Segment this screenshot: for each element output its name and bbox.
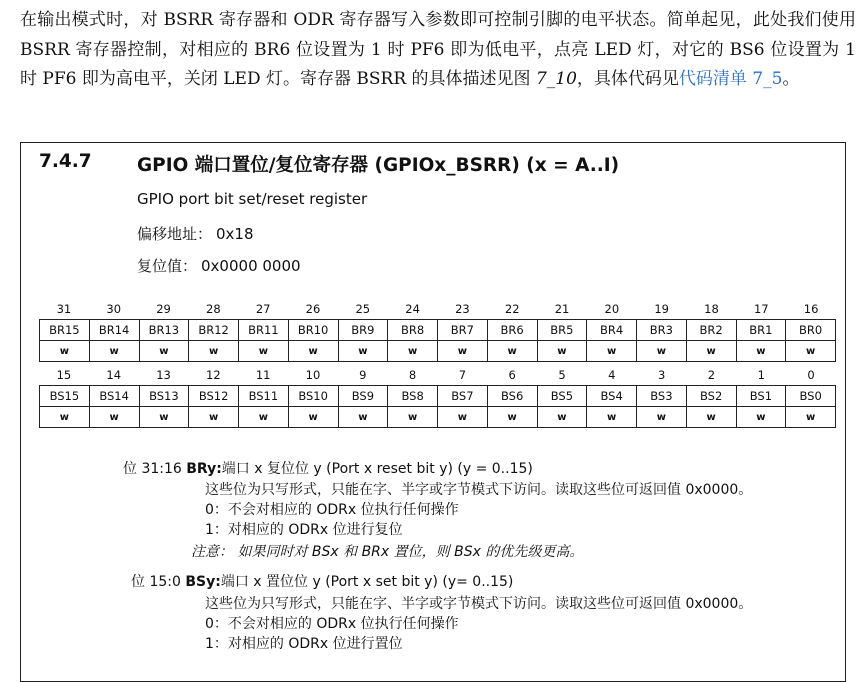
access-type-cell: w — [438, 341, 488, 362]
set-bit-field: BS15 — [40, 386, 90, 407]
access-type-cell: w — [487, 407, 537, 428]
intro-text-end: 。 — [782, 69, 800, 89]
register-subtitle: GPIO port bit set/reset register — [137, 190, 368, 208]
access-type-cell: w — [89, 341, 139, 362]
bit-number: 0 — [807, 368, 815, 382]
bit-number: 14 — [106, 368, 122, 382]
set-bit-field: BS2 — [686, 386, 736, 407]
bit-number: 4 — [608, 368, 616, 382]
bs-summary: 端口 x 置位位 y (Port x set bit y) (y= 0..15) — [220, 574, 514, 590]
bit-number: 7 — [458, 368, 467, 382]
set-bit-field: BS3 — [637, 386, 687, 407]
bs-description-header — [131, 572, 513, 592]
access-type-cell: w — [40, 407, 90, 428]
bit-number: 24 — [405, 302, 420, 316]
set-bit-field: BS0 — [786, 386, 836, 407]
set-bit-field: BS5 — [537, 386, 587, 407]
bit-number: 27 — [255, 302, 271, 316]
bit-number: 11 — [255, 368, 271, 382]
access-type-cell: w — [239, 407, 289, 428]
bit-number: 31 — [56, 302, 72, 316]
bit-number: 28 — [206, 302, 221, 316]
intro-text-mid: ，具体代码见 — [576, 69, 679, 89]
access-type-cell: w — [587, 341, 637, 362]
reset-bit-field: BR6 — [487, 320, 537, 341]
register-description-box — [20, 142, 846, 682]
reset-bit-field: BR1 — [736, 320, 786, 341]
bit-number: 30 — [106, 302, 122, 316]
reset-bit-field: BR3 — [637, 320, 687, 341]
access-type-cell: w — [388, 407, 438, 428]
reset-value-text: 0x0000 0000 — [201, 257, 301, 275]
br-description-header — [123, 459, 533, 479]
bit-number: 20 — [604, 302, 620, 316]
reset-bit-field: BR13 — [139, 320, 189, 341]
reset-label: 复位值： — [137, 257, 198, 275]
reset-bit-field: BR15 — [40, 320, 90, 341]
lower-access-row — [40, 407, 836, 428]
bit-number: 23 — [455, 302, 470, 316]
br-description-line3: 1：对相应的 ODRx 位进行复位 — [205, 522, 403, 538]
access-type-cell: w — [637, 341, 687, 362]
bit-number: 5 — [558, 368, 566, 382]
offset-value: 0x18 — [216, 225, 254, 243]
set-bit-field: BS11 — [239, 386, 289, 407]
set-bit-field: BS10 — [288, 386, 338, 407]
upper-bit-table — [39, 319, 836, 362]
access-type-cell: w — [239, 341, 289, 362]
bit-number: 19 — [654, 302, 669, 316]
access-type-cell: w — [189, 407, 239, 428]
bit-number: 13 — [156, 368, 171, 382]
reset-bit-field: BR9 — [338, 320, 388, 341]
access-type-cell: w — [139, 341, 189, 362]
access-type-cell: w — [786, 341, 836, 362]
bit-number: 10 — [305, 368, 321, 382]
access-type-cell: w — [587, 407, 637, 428]
lower-field-row — [40, 386, 836, 407]
bs-description-line2: 0：不会对相应的 ODRx 位执行任何操作 — [205, 616, 459, 632]
figure-reference: 7_10 — [535, 69, 577, 89]
code-listing-link[interactable]: 代码清单 7_5 — [678, 69, 783, 89]
bit-number: 18 — [704, 302, 719, 316]
access-type-cell: w — [537, 407, 587, 428]
reset-bit-field: BR8 — [388, 320, 438, 341]
access-type-cell: w — [288, 341, 338, 362]
access-type-cell: w — [736, 341, 786, 362]
bit-number: 6 — [508, 368, 516, 382]
access-type-cell: w — [487, 341, 537, 362]
reset-bit-field: BR10 — [288, 320, 338, 341]
access-type-cell: w — [388, 341, 438, 362]
set-bit-field: BS8 — [388, 386, 438, 407]
reset-value — [137, 255, 301, 276]
set-bit-field: BS14 — [89, 386, 139, 407]
access-type-cell: w — [637, 407, 687, 428]
bs-description-line1: 这些位为只写形式，只能在字、半字或字节模式下访问。读取这些位可返回值 0x0000。 — [205, 596, 753, 612]
reset-bit-field: BR7 — [438, 320, 488, 341]
access-type-cell: w — [139, 407, 189, 428]
br-name: BRy: — [186, 461, 222, 477]
intro-paragraph — [20, 6, 856, 95]
set-bit-field: BS12 — [189, 386, 239, 407]
lower-bit-table — [39, 385, 836, 428]
bit-number: 29 — [156, 302, 171, 316]
set-bit-field: BS13 — [139, 386, 189, 407]
upper-bit-numbers — [39, 299, 836, 319]
access-type-cell: w — [786, 407, 836, 428]
reset-bit-field: BR12 — [189, 320, 239, 341]
access-type-cell: w — [736, 407, 786, 428]
set-bit-field: BS9 — [338, 386, 388, 407]
bs-bits: 位 15:0 — [131, 574, 181, 590]
set-bit-field: BS1 — [736, 386, 786, 407]
bit-number: 1 — [757, 368, 765, 382]
register-title: GPIO 端口置位/复位寄存器 (GPIOx_BSRR) (x = A..I) — [137, 155, 620, 176]
access-type-cell: w — [189, 341, 239, 362]
bit-number: 15 — [56, 368, 72, 382]
reset-bit-field: BR14 — [89, 320, 139, 341]
bit-number: 9 — [359, 368, 367, 382]
access-type-cell: w — [338, 407, 388, 428]
upper-field-row — [40, 320, 836, 341]
reset-bit-field: BR2 — [686, 320, 736, 341]
bit-number: 8 — [408, 368, 417, 382]
set-bit-field: BS6 — [487, 386, 537, 407]
br-description-line2: 0：不会对相应的 ODRx 位执行任何操作 — [205, 502, 459, 518]
reset-bit-field: BR5 — [537, 320, 587, 341]
bs-name: BSy: — [185, 574, 221, 590]
offset-address — [137, 223, 254, 244]
access-type-cell: w — [686, 341, 736, 362]
upper-bit-grid — [39, 299, 836, 362]
bit-number: 3 — [657, 368, 666, 382]
section-number: 7.4.7 — [39, 151, 92, 172]
access-type-cell: w — [288, 407, 338, 428]
lower-bit-numbers — [39, 365, 836, 385]
bit-number: 17 — [753, 302, 769, 316]
reset-bit-field: BR11 — [239, 320, 289, 341]
bit-number: 2 — [707, 368, 716, 382]
bit-number: 21 — [554, 302, 570, 316]
access-type-cell: w — [40, 341, 90, 362]
bit-number: 25 — [355, 302, 371, 316]
offset-label: 偏移地址： — [137, 225, 213, 243]
lower-bit-grid — [39, 365, 836, 428]
bit-number: 26 — [305, 302, 321, 316]
priority-note: 注意： 如果同时对 BSx 和 BRx 置位，则 BSx 的优先级更高。 — [191, 544, 584, 560]
access-type-cell: w — [89, 407, 139, 428]
access-type-cell: w — [537, 341, 587, 362]
access-type-cell: w — [338, 341, 388, 362]
access-type-cell: w — [438, 407, 488, 428]
bit-number: 12 — [206, 368, 221, 382]
upper-access-row — [40, 341, 836, 362]
br-description-line1: 这些位为只写形式，只能在字、半字或字节模式下访问。读取这些位可返回值 0x0000。 — [205, 482, 753, 498]
br-bits: 位 31:16 — [123, 461, 182, 477]
access-type-cell: w — [686, 407, 736, 428]
set-bit-field: BS7 — [438, 386, 488, 407]
bit-number: 22 — [504, 302, 520, 316]
bit-number: 16 — [803, 302, 819, 316]
intro-text: 在输出模式时，对 BSRR 寄存器和 ODR 寄存器写入参数即可控制引脚的电平状态。简单起见，此处我们使用 BSRR 寄存器控制，对相应的 BR6 位设置为 1 时 PF6 即为低电平，点亮 LED 灯，对它的 BS6 位设置为 1 时 PF6 即为高电平，关闭 LED 灯。寄存器 BSRR 的具体描述见图 — [20, 10, 856, 89]
bs-description-line3: 1：对相应的 ODRx 位进行置位 — [205, 636, 403, 652]
reset-bit-field: BR0 — [786, 320, 836, 341]
br-summary: 端口 x 复位位 y (Port x reset bit y) (y = 0..15) — [221, 461, 533, 477]
reset-bit-field: BR4 — [587, 320, 637, 341]
set-bit-field: BS4 — [587, 386, 637, 407]
